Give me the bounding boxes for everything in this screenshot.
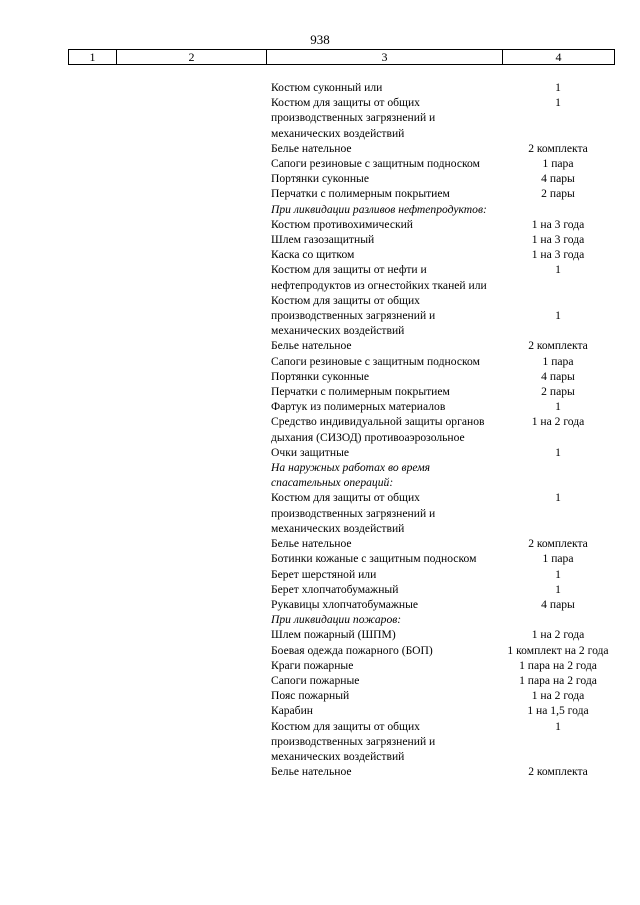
equipment-quantity: 1 — [555, 582, 561, 596]
equipment-name: Белье нательное — [271, 141, 352, 155]
equipment-quantity: 1 пара — [542, 552, 574, 566]
equipment-name: Костюм для защиты от общих производственных загрязнений и механических воздействий — [271, 491, 436, 535]
equipment-row — [0, 232, 640, 247]
equipment-row — [0, 186, 640, 201]
equipment-quantity: 1 на 2 года — [531, 628, 585, 642]
equipment-name: Шлем газозащитный — [271, 233, 375, 247]
column-header-2: 2 — [117, 50, 267, 64]
equipment-row — [0, 338, 640, 353]
equipment-row — [0, 95, 640, 141]
equipment-quantity: 1 на 2 года — [531, 415, 585, 429]
equipment-name: Костюм суконный или — [271, 81, 383, 94]
equipment-quantity: 1 — [555, 491, 561, 505]
equipment-name: Костюм для защиты от общих производственных загрязнений и механических воздействий — [271, 719, 436, 763]
equipment-name: Белье нательное — [271, 765, 352, 779]
equipment-row — [0, 658, 640, 673]
equipment-name: Сапоги пожарные — [271, 673, 360, 687]
equipment-name: Боевая одежда пожарного (БОП) — [271, 643, 433, 657]
equipment-row — [0, 293, 640, 339]
equipment-quantity: 1 пара на 2 года — [519, 673, 597, 687]
column-header-table — [68, 49, 615, 65]
equipment-quantity: 1 на 3 года — [531, 248, 585, 262]
equipment-name: Белье нательное — [271, 537, 352, 551]
equipment-quantity: 2 пары — [541, 187, 575, 201]
equipment-quantity: 1 на 3 года — [531, 217, 585, 231]
section-heading: При ликвидации пожаров: — [271, 613, 402, 627]
equipment-row — [0, 171, 640, 186]
equipment-row — [0, 582, 640, 597]
equipment-row — [0, 597, 640, 612]
section-heading-row — [0, 202, 640, 217]
equipment-row — [0, 719, 640, 765]
equipment-row — [0, 354, 640, 369]
equipment-row — [0, 414, 640, 444]
equipment-quantity: 1 пара — [542, 354, 574, 368]
equipment-name: Пояс пожарный — [271, 689, 350, 703]
equipment-name: Белье нательное — [271, 339, 352, 353]
equipment-name: Берет шерстяной или — [271, 567, 377, 581]
equipment-quantity: 1 на 2 года — [531, 689, 585, 703]
equipment-row — [0, 217, 640, 232]
equipment-quantity: 1 на 1,5 года — [527, 704, 589, 718]
equipment-name: Каска со щитком — [271, 248, 355, 262]
column-header-4: 4 — [555, 50, 562, 64]
equipment-quantity: 1 — [555, 263, 561, 277]
equipment-quantity: 2 комплекта — [528, 141, 588, 155]
section-heading-row — [0, 460, 640, 490]
equipment-quantity: 1 на 3 года — [531, 233, 585, 247]
equipment-quantity: 1 комплект на 2 года — [507, 643, 609, 657]
equipment-row — [0, 141, 640, 156]
equipment-quantity: 4 пары — [541, 369, 575, 383]
equipment-quantity: 2 комплекта — [528, 765, 588, 779]
equipment-name: Перчатки с полимерным покрытием — [271, 187, 450, 201]
equipment-name: Костюм противохимический — [271, 217, 414, 231]
column-header-1: 1 — [69, 50, 117, 64]
equipment-name: Краги пожарные — [271, 658, 354, 672]
equipment-row — [0, 490, 640, 536]
equipment-row — [0, 369, 640, 384]
equipment-quantity: 1 — [555, 81, 561, 94]
equipment-row — [0, 703, 640, 718]
equipment-name: Берет хлопчатобумажный — [271, 582, 399, 596]
equipment-quantity: 1 — [555, 400, 561, 414]
section-heading-row — [0, 612, 640, 627]
equipment-name: Рукавицы хлопчатобумажные — [271, 597, 419, 611]
equipment-row — [0, 567, 640, 582]
equipment-name: Сапоги резиновые с защитным подноском — [271, 157, 480, 171]
equipment-row — [0, 445, 640, 460]
equipment-row — [0, 156, 640, 171]
equipment-row — [0, 399, 640, 414]
equipment-row — [0, 764, 640, 779]
equipment-quantity: 1 — [555, 445, 561, 459]
page-number: 938 — [310, 32, 330, 47]
equipment-row — [0, 627, 640, 642]
equipment-name: Карабин — [271, 704, 313, 718]
equipment-name: Ботинки кожаные с защитным подноском — [271, 552, 477, 566]
equipment-name: Костюм для защиты от общих производственных загрязнений и механических воздействий — [271, 293, 436, 338]
equipment-quantity: 4 пары — [541, 172, 575, 186]
equipment-row — [0, 262, 640, 292]
equipment-name: Костюм для защиты от нефти и нефтепродуктов из огнестойких тканей или — [271, 263, 487, 292]
equipment-row — [0, 247, 640, 262]
equipment-name: Костюм для защиты от общих производственных загрязнений и механических воздействий — [271, 96, 436, 140]
equipment-quantity: 2 комплекта — [528, 537, 588, 551]
equipment-name: Фартук из полимерных материалов — [271, 400, 446, 414]
equipment-name: Портянки суконные — [271, 172, 369, 186]
equipment-quantity: 1 — [555, 309, 561, 323]
protective-equipment-list — [0, 80, 640, 779]
equipment-row — [0, 384, 640, 399]
equipment-row — [0, 688, 640, 703]
equipment-quantity: 2 комплекта — [528, 339, 588, 353]
equipment-name: Средство индивидуальной защиты органов дыхания (СИЗОД) противоаэрозольное — [271, 415, 485, 444]
equipment-quantity: 2 пары — [541, 385, 575, 399]
equipment-name: Портянки суконные — [271, 369, 369, 383]
equipment-row — [0, 551, 640, 566]
equipment-quantity: 1 — [555, 96, 561, 110]
equipment-quantity: 1 пара на 2 года — [519, 658, 597, 672]
equipment-row — [0, 673, 640, 688]
section-heading: На наружных работах во время спасательных операций: — [271, 461, 431, 490]
equipment-row — [0, 80, 640, 95]
section-heading: При ликвидации разливов нефтепродуктов: — [271, 202, 487, 216]
equipment-row — [0, 536, 640, 551]
equipment-name: Очки защитные — [271, 445, 350, 459]
equipment-name: Сапоги резиновые с защитным подноском — [271, 354, 480, 368]
equipment-quantity: 1 — [555, 719, 561, 733]
equipment-name: Перчатки с полимерным покрытием — [271, 385, 450, 399]
equipment-quantity: 4 пары — [541, 597, 575, 611]
equipment-name: Шлем пожарный (ШПМ) — [271, 628, 396, 642]
equipment-quantity: 1 пара — [542, 157, 574, 171]
equipment-quantity: 1 — [555, 567, 561, 581]
equipment-row — [0, 643, 640, 658]
column-header-3: 3 — [267, 50, 503, 64]
